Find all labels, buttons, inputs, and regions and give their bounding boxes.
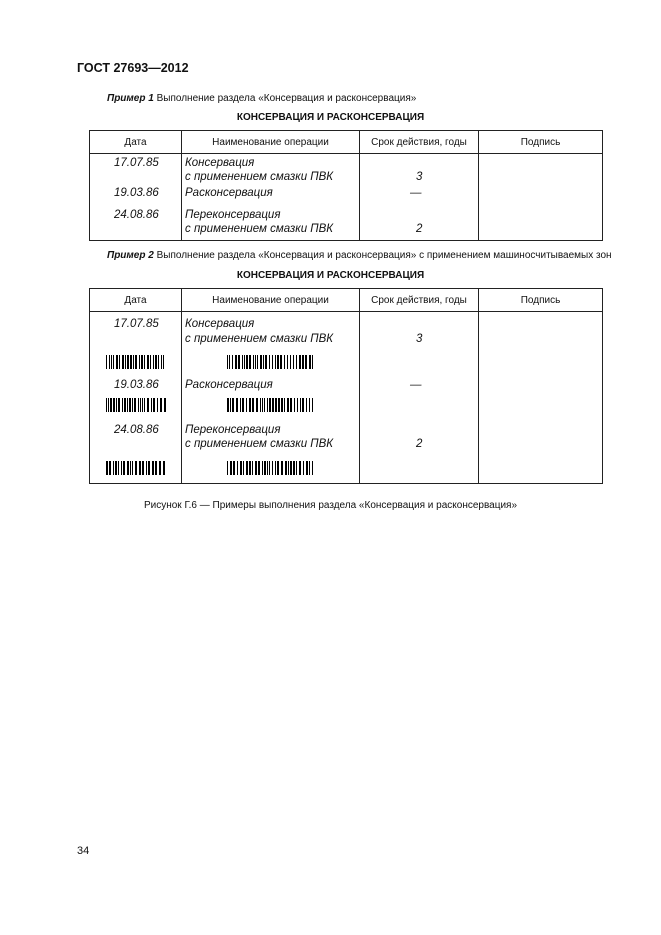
header-signature: Подпись <box>479 289 603 312</box>
header-signature: Подпись <box>479 131 603 154</box>
example-1-label: Пример 1 <box>107 93 154 104</box>
operation-column <box>182 312 360 484</box>
date-cell: 24.08.86 <box>114 209 159 221</box>
barcode-operation-2 <box>227 398 315 412</box>
page-number: 34 <box>77 845 90 857</box>
term-column <box>360 154 479 241</box>
operation-cell: Консервация <box>185 157 255 169</box>
operation-cell: с применением смазки ПВК <box>185 333 334 345</box>
date-cell: 17.07.85 <box>114 318 159 330</box>
example-2-text: Выполнение раздела «Консервация и расконсервация» с применением машиносчитываемых зон <box>153 250 612 261</box>
term-cell: 2 <box>416 438 423 450</box>
table-body-row <box>90 154 603 241</box>
header-term: Срок действия, годы <box>360 131 479 154</box>
term-cell: 2 <box>416 223 423 235</box>
example-1-text: Выполнение раздела «Консервация и расконсервация» <box>153 93 417 104</box>
example-2-label: Пример 2 <box>107 250 154 261</box>
example-2-title: КОНСЕРВАЦИЯ И РАСКОНСЕРВАЦИЯ <box>236 270 425 281</box>
operation-cell: с применением смазки ПВК <box>185 171 334 183</box>
document-header: ГОСТ 27693—2012 <box>77 61 189 75</box>
example-1-title: КОНСЕРВАЦИЯ И РАСКОНСЕРВАЦИЯ <box>236 112 425 123</box>
date-column <box>90 312 182 484</box>
operation-cell: с применением смазки ПВК <box>185 223 334 235</box>
operation-cell: Расконсервация <box>185 379 273 391</box>
operation-cell: Расконсервация <box>185 187 273 199</box>
header-term: Срок действия, годы <box>360 289 479 312</box>
term-cell: — <box>410 187 422 199</box>
date-cell: 19.03.86 <box>114 187 159 199</box>
header-operation: Наименование операции <box>182 131 360 154</box>
signature-column <box>479 312 603 484</box>
date-cell: 19.03.86 <box>114 379 159 391</box>
term-cell: 3 <box>416 171 423 183</box>
header-date: Дата <box>90 289 182 312</box>
table-header-row <box>90 131 603 154</box>
term-cell: — <box>410 379 422 391</box>
barcode-date-2 <box>106 398 166 412</box>
signature-column <box>479 154 603 241</box>
operation-cell: с применением смазки ПВК <box>185 438 334 450</box>
operation-cell: Консервация <box>185 318 255 330</box>
example-2-caption <box>107 250 612 261</box>
date-cell: 24.08.86 <box>114 424 159 436</box>
example-2-table <box>89 288 603 484</box>
example-1-table <box>89 130 603 241</box>
barcode-operation-3 <box>227 461 315 475</box>
header-operation: Наименование операции <box>182 289 360 312</box>
term-column <box>360 312 479 484</box>
figure-caption: Рисунок Г.6 — Примеры выполнения раздела «Консервация и расконсервация» <box>143 500 518 511</box>
table-header-row <box>90 289 603 312</box>
header-date: Дата <box>90 131 182 154</box>
example-1-caption <box>107 93 416 104</box>
operation-cell: Переконсервация <box>185 424 281 436</box>
date-column <box>90 154 182 241</box>
operation-cell: Переконсервация <box>185 209 281 221</box>
date-cell: 17.07.85 <box>114 157 159 169</box>
operation-column <box>182 154 360 241</box>
term-cell: 3 <box>416 333 423 345</box>
table-body-row <box>90 312 603 484</box>
barcode-date-1 <box>106 355 166 369</box>
barcode-operation-1 <box>227 355 315 369</box>
barcode-date-3 <box>106 461 166 475</box>
